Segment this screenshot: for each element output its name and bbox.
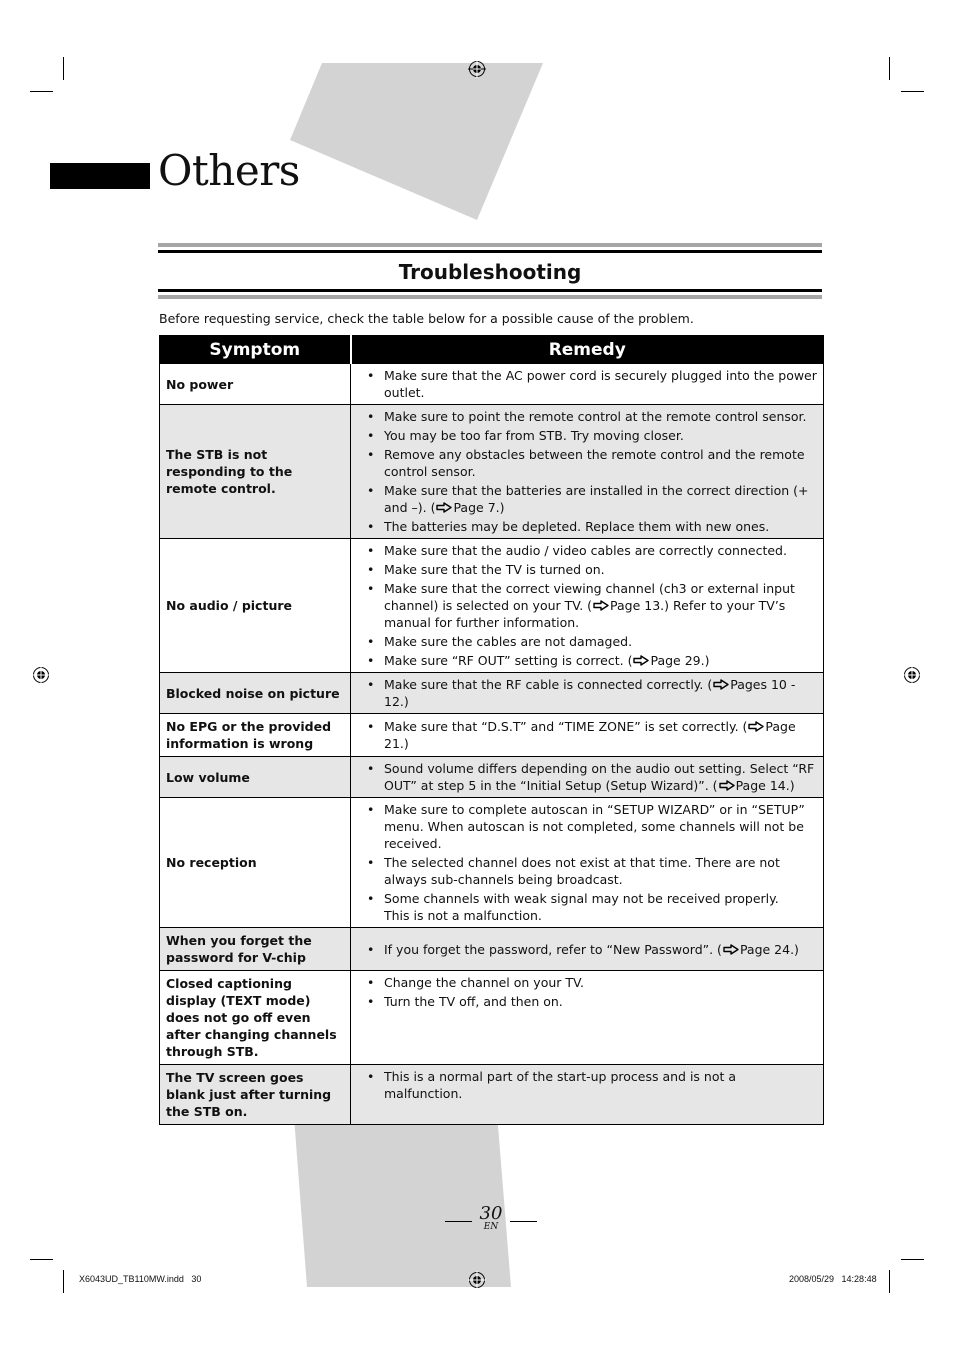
list-item	[357, 993, 817, 1010]
list-item	[357, 718, 817, 752]
list-item	[357, 561, 817, 578]
registration-mark-icon	[468, 1271, 486, 1289]
remedy-text: Sound volume differs depending on the audio out setting. Select “RF OUT” at step 5 in the “Initial Setup (Setup Wizard)”. (	[384, 761, 815, 793]
remedy-list	[357, 974, 817, 1010]
remedy-text: Make sure that the TV is turned on.	[384, 562, 605, 577]
list-item	[357, 580, 817, 631]
list-item	[357, 941, 817, 958]
page-reference: Page 13.)	[610, 598, 670, 613]
remedy-cell	[351, 405, 824, 539]
table-row	[160, 1065, 824, 1125]
remedy-text: Make sure “RF OUT” setting is correct. (	[384, 653, 633, 668]
arrow-right-outline-icon	[748, 719, 764, 730]
table-row	[160, 673, 824, 714]
remedy-text: Make sure that the batteries are installed in the correct direction (+ and –). (	[384, 483, 809, 515]
remedy-cell	[351, 364, 824, 405]
remedy-text-continued: Refer to your TV’s manual for further information.	[384, 598, 786, 630]
page-reference: Pages 10 - 12.)	[384, 677, 796, 709]
symptom-cell: No power	[160, 364, 351, 405]
remedy-cell	[351, 1065, 824, 1125]
crop-mark	[901, 1259, 924, 1260]
top-decor-shape	[290, 63, 543, 220]
list-item	[357, 801, 817, 852]
column-header-symptom: Symptom	[160, 336, 351, 364]
crop-mark	[63, 57, 64, 80]
remedy-list	[357, 801, 817, 924]
symptom-cell: No reception	[160, 798, 351, 928]
list-item	[357, 1068, 817, 1102]
list-item	[357, 542, 817, 559]
table-row	[160, 757, 824, 798]
remedy-list	[357, 941, 817, 958]
symptom-cell: No EPG or the provided information is wrong	[160, 714, 351, 757]
footer-file-name: X6043UD_TB110MW.indd 30	[79, 1274, 202, 1284]
list-item	[357, 890, 817, 924]
list-item	[357, 760, 817, 794]
table-body	[160, 364, 824, 1125]
remedy-text: The selected channel does not exist at that time. There are not always sub-channels being broadcast.	[384, 855, 780, 887]
list-item	[357, 633, 817, 650]
troubleshooting-table	[159, 335, 824, 1125]
list-item	[357, 408, 817, 425]
crop-mark	[30, 1259, 53, 1260]
symptom-cell: Blocked noise on picture	[160, 673, 351, 714]
table-row	[160, 364, 824, 405]
remedy-text: Make sure that “D.S.T” and “TIME ZONE” is set correctly. (	[384, 719, 748, 734]
crop-mark	[30, 91, 53, 92]
list-item	[357, 854, 817, 888]
arrow-right-outline-icon	[713, 677, 729, 688]
remedy-text: Make sure the cables are not damaged.	[384, 634, 633, 649]
crop-mark	[889, 57, 890, 80]
remedy-text: Make sure that the RF cable is connected correctly. (	[384, 677, 713, 692]
remedy-cell	[351, 798, 824, 928]
registration-mark-icon	[903, 666, 921, 684]
remedy-list	[357, 1068, 817, 1102]
remedy-text: Make sure to complete autoscan in “SETUP WIZARD” or in “SETUP” menu. When autoscan is not completed, some channels will not be received.	[384, 802, 805, 851]
page-reference: Page 29.)	[650, 653, 710, 668]
symptom-cell: Closed captioning display (TEXT mode) does not go off even after changing channels through STB.	[160, 971, 351, 1065]
bottom-decor-shape	[294, 1101, 511, 1287]
symptom-cell: The TV screen goes blank just after turning the STB on.	[160, 1065, 351, 1125]
remedy-text: Make sure that the audio / video cables are correctly connected.	[384, 543, 787, 558]
symptom-cell: Low volume	[160, 757, 351, 798]
crop-mark	[63, 1270, 64, 1293]
crop-mark	[901, 91, 924, 92]
remedy-cell	[351, 539, 824, 673]
remedy-text: If you forget the password, refer to “New Password”. (	[384, 941, 722, 957]
list-item	[357, 446, 817, 480]
remedy-text: Remove any obstacles between the remote control and the remote control sensor.	[384, 447, 805, 479]
heading-rule-top-gray	[158, 243, 822, 247]
list-item	[357, 367, 817, 401]
registration-mark-icon	[468, 60, 486, 78]
remedy-text: You may be too far from STB. Try moving closer.	[384, 428, 684, 443]
table-row	[160, 405, 824, 539]
arrow-right-outline-icon	[723, 942, 739, 953]
remedy-list	[357, 676, 817, 710]
arrow-right-outline-icon	[719, 778, 735, 789]
heading-rule-bottom-gray	[158, 295, 822, 299]
list-item	[357, 518, 817, 535]
section-title: Others	[158, 146, 300, 195]
heading-rule-bottom-black	[158, 289, 822, 292]
table-row	[160, 971, 824, 1065]
column-header-remedy: Remedy	[351, 336, 824, 364]
remedy-cell	[351, 673, 824, 714]
page-reference: Page 21.)	[384, 719, 796, 751]
table-row	[160, 539, 824, 673]
remedy-text: Make sure that the correct viewing channel (ch3 or external input channel) is selected on your TV. (	[384, 581, 795, 613]
remedy-list	[357, 367, 817, 401]
heading-rule-top-black	[158, 250, 822, 253]
intro-text: Before requesting service, check the table below for a possible cause of the problem.	[159, 311, 694, 326]
remedy-text-line2: This is not a malfunction.	[384, 908, 542, 923]
table-row	[160, 928, 824, 971]
remedy-cell	[351, 928, 824, 971]
list-item	[357, 652, 817, 669]
footer-timestamp: 2008/05/29 14:28:48	[789, 1274, 877, 1284]
remedy-list	[357, 760, 817, 794]
remedy-cell	[351, 971, 824, 1065]
symptom-cell: No audio / picture	[160, 539, 351, 673]
page-number-block	[445, 1205, 537, 1232]
registration-mark-icon	[32, 666, 50, 684]
remedy-text: Some channels with weak signal may not be received properly.	[384, 891, 779, 906]
arrow-right-outline-icon	[436, 500, 452, 511]
remedy-cell	[351, 757, 824, 798]
list-item	[357, 676, 817, 710]
remedy-text: Make sure to point the remote control at the remote control sensor.	[384, 409, 807, 424]
page-number: 30	[479, 1203, 503, 1224]
remedy-list	[357, 718, 817, 752]
page-reference: Page 14.)	[735, 778, 795, 793]
page-reference: Page 24.)	[739, 941, 799, 957]
remedy-list	[357, 408, 817, 535]
table-row	[160, 714, 824, 757]
remedy-text: This is a normal part of the start-up process and is not a malfunction.	[384, 1069, 737, 1101]
list-item	[357, 427, 817, 444]
remedy-text: The batteries may be depleted. Replace them with new ones.	[384, 519, 770, 534]
page-language: EN	[483, 1222, 499, 1232]
symptom-cell: The STB is not responding to the remote control.	[160, 405, 351, 539]
remedy-cell	[351, 714, 824, 757]
remedy-text: Make sure that the AC power cord is securely plugged into the power outlet.	[384, 368, 817, 400]
table-row	[160, 798, 824, 928]
remedy-text: Turn the TV off, and then on.	[384, 994, 563, 1009]
section-marker-bar	[50, 163, 150, 189]
crop-mark	[889, 1270, 890, 1293]
arrow-right-outline-icon	[633, 653, 649, 664]
page-reference: Page 7.)	[453, 500, 505, 515]
symptom-cell: When you forget the password for V-chip	[160, 928, 351, 971]
list-item	[357, 974, 817, 991]
remedy-list	[357, 542, 817, 669]
table-header-row	[160, 336, 824, 364]
page-heading: Troubleshooting	[398, 260, 582, 284]
arrow-right-outline-icon	[593, 598, 609, 609]
remedy-text: Change the channel on your TV.	[384, 975, 584, 990]
list-item	[357, 482, 817, 516]
